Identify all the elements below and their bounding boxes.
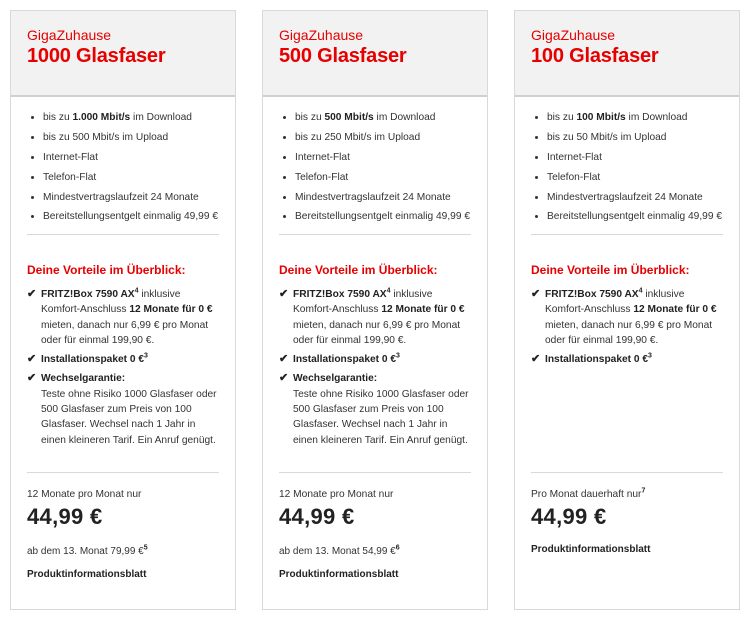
feature-term: Mindestvertragslaufzeit 24 Monate xyxy=(27,187,219,207)
feature-upload: bis zu 250 Mbit/s im Upload xyxy=(279,128,471,148)
dot-icon xyxy=(31,215,34,218)
tariff-card-100 xyxy=(514,10,740,610)
check-icon: ✔ xyxy=(27,288,37,300)
dot-icon xyxy=(535,116,538,119)
product-info-link[interactable]: Produktinformationsblatt xyxy=(279,569,399,580)
later-price: ab dem 13. Monat 54,99 €$^6$ xyxy=(279,544,400,557)
later-price: ab dem 13. Monat 79,99 €$^5$ xyxy=(27,544,148,557)
dot-icon xyxy=(31,136,34,139)
tariff-card-500 xyxy=(262,10,488,610)
feature-internet: Internet-Flat xyxy=(279,148,471,168)
benefits-title: Deine Vorteile im Überblick: xyxy=(27,263,186,277)
benefit-install: ✔ Installationspaket 0 €$^3$ xyxy=(531,352,652,366)
benefit-install: ✔ Installationspaket 0 €$^3$ xyxy=(279,352,400,366)
plan-title: 1000 Glasfaser xyxy=(27,45,166,67)
plan-title: 100 Glasfaser xyxy=(531,45,659,67)
dot-icon xyxy=(31,116,34,119)
feature-download: bis zu 500 Mbit/s im Download xyxy=(279,108,471,128)
feature-download: bis zu 100 Mbit/s im Download xyxy=(531,108,723,128)
check-icon: ✔ xyxy=(279,372,289,385)
price: 44,99 € xyxy=(279,504,355,529)
benefit-router: ✔ FRITZ!Box 7590 $AX^4$ inklusive Komfort-Anschluss 12 Monate für 0 € mieten, danach nur 6,99 € pro Monat oder für einmal 199,90 €. xyxy=(531,287,717,346)
check-icon: ✔ xyxy=(27,353,37,366)
feature-internet: Internet-Flat xyxy=(27,148,219,168)
dot-icon xyxy=(31,176,34,179)
price-label: 12 Monate pro Monat nur xyxy=(27,489,142,500)
feature-list xyxy=(515,97,739,234)
dot-icon xyxy=(283,176,286,179)
benefit-router: ✔ FRITZ!Box 7590 $AX^4$ inklusive Komfort-Anschluss 12 Monate für 0 € mieten, danach nur 6,99 € pro Monat oder für einmal 199,90 €. xyxy=(279,287,465,346)
dot-icon xyxy=(31,196,34,199)
card-header xyxy=(11,11,235,97)
product-info-link[interactable]: Produktinformationsblatt xyxy=(531,544,651,555)
check-icon: ✔ xyxy=(279,288,289,300)
card-header xyxy=(263,11,487,97)
feature-term: Mindestvertragslaufzeit 24 Monate xyxy=(531,187,723,207)
benefit-router: ✔ FRITZ!Box 7590 $AX^4$ inklusive Komfort-Anschluss 12 Monate für 0 € mieten, danach nur 6,99 € pro Monat oder für einmal 199,90 €. xyxy=(27,287,213,346)
benefits-section xyxy=(515,235,739,472)
price-block xyxy=(11,473,235,580)
card-header xyxy=(515,11,739,97)
price-label: 12 Monate pro Monat nur xyxy=(279,489,394,500)
benefit-switch: ✔ Wechselgarantie: Teste ohne Risiko 1000 Glasfaser oder 500 Glasfaser zum Preis von 100 Glasfaser. Wechsel nach 1 Jahr in einen kleineren Tarif. Ein Anruf genügt. xyxy=(279,372,469,446)
dot-icon xyxy=(535,176,538,179)
feature-phone: Telefon-Flat xyxy=(531,167,723,187)
dot-icon xyxy=(535,136,538,139)
product-info-link[interactable]: Produktinformationsblatt xyxy=(27,569,147,580)
dot-icon xyxy=(283,215,286,218)
feature-setup: Bereitstellungsentgelt einmalig 49,99 € xyxy=(531,207,723,227)
feature-upload: bis zu 50 Mbit/s im Upload xyxy=(531,128,723,148)
dot-icon xyxy=(535,215,538,218)
brand-label: GigaZuhause xyxy=(27,27,112,43)
benefit-install: ✔ Installationspaket 0 €$^3$ xyxy=(27,352,148,366)
check-icon: ✔ xyxy=(531,353,541,366)
feature-list xyxy=(11,97,235,234)
feature-list xyxy=(263,97,487,234)
dot-icon xyxy=(283,116,286,119)
price-block xyxy=(515,473,739,555)
feature-phone: Telefon-Flat xyxy=(27,167,219,187)
check-icon: ✔ xyxy=(27,372,37,385)
dot-icon xyxy=(283,196,286,199)
price: 44,99 € xyxy=(531,504,607,529)
feature-phone: Telefon-Flat xyxy=(279,167,471,187)
check-icon: ✔ xyxy=(531,288,541,300)
price: 44,99 € xyxy=(27,504,103,529)
feature-upload: bis zu 500 Mbit/s im Upload xyxy=(27,128,219,148)
benefit-switch: ✔ Wechselgarantie: Teste ohne Risiko 1000 Glasfaser oder 500 Glasfaser zum Preis von 100 Glasfaser. Wechsel nach 1 Jahr in einen kleineren Tarif. Ein Anruf genügt. xyxy=(27,372,217,446)
brand-label: GigaZuhause xyxy=(531,27,616,43)
feature-download: bis zu 1.000 Mbit/s im Download xyxy=(27,108,219,128)
feature-term: Mindestvertragslaufzeit 24 Monate xyxy=(279,187,471,207)
dot-icon xyxy=(535,196,538,199)
dot-icon xyxy=(535,156,538,159)
plan-title: 500 Glasfaser xyxy=(279,45,407,67)
dot-icon xyxy=(31,156,34,159)
price-block xyxy=(263,473,487,580)
tariff-card-1000 xyxy=(10,10,236,610)
benefits-section xyxy=(11,235,235,472)
benefits-section xyxy=(263,235,487,472)
feature-setup: Bereitstellungsentgelt einmalig 49,99 € xyxy=(279,207,471,227)
dot-icon xyxy=(283,156,286,159)
feature-setup: Bereitstellungsentgelt einmalig 49,99 € xyxy=(27,207,219,227)
check-icon: ✔ xyxy=(279,353,289,366)
benefits-title: Deine Vorteile im Überblick: xyxy=(531,263,690,277)
feature-internet: Internet-Flat xyxy=(531,148,723,168)
benefits-title: Deine Vorteile im Überblick: xyxy=(279,263,438,277)
dot-icon xyxy=(283,136,286,139)
brand-label: GigaZuhause xyxy=(279,27,364,43)
price-label: Pro Monat dauerhaft nur$^7$ xyxy=(531,487,646,500)
